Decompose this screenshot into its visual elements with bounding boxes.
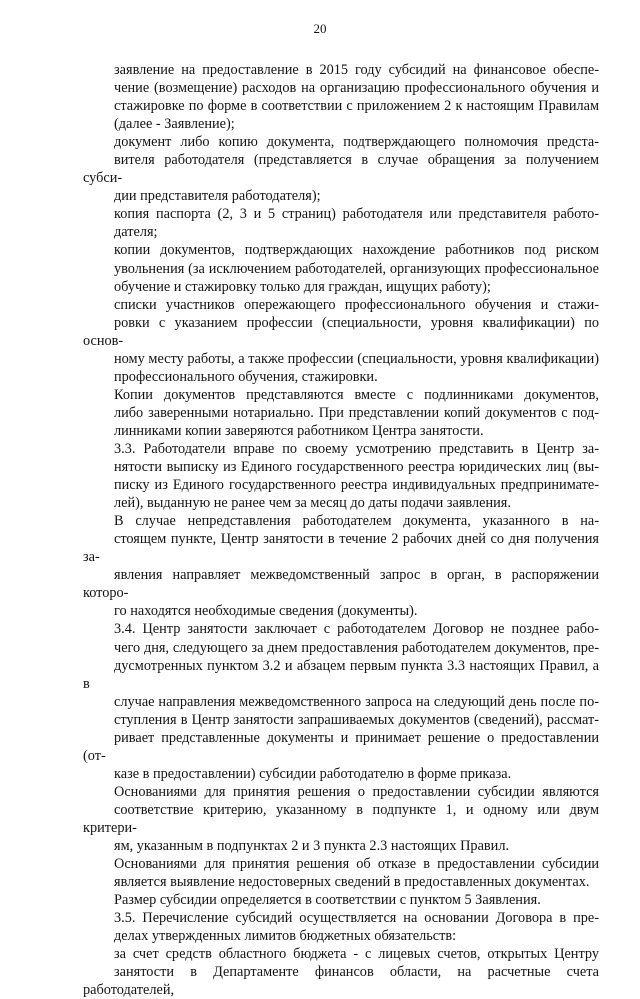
- text-line: является выявление недостоверных сведений в предоставленных документах.: [114, 874, 590, 891]
- text-line: В случае непредставления работодателем документа, указанного в на-: [114, 513, 599, 530]
- paragraph-application: [83, 61, 599, 133]
- text-line: делах утвержденных лимитов бюджетных обязательств:: [114, 928, 457, 945]
- text-line: Размер субсидии определяется в соответствии с пунктом 5 Заявления.: [114, 892, 541, 909]
- text-line: дусмотренных пунктом 3.2 и абзацем первым пункта 3.3 настоящих Правил, а в: [83, 657, 599, 692]
- text-line: случае направления межведомственного запроса на следующий день после по-: [114, 693, 599, 710]
- text-line: ступления в Центр занятости запрашиваемых документов (сведений), рассмат-: [114, 711, 599, 728]
- text-line: чего дня, следующего за днем предоставления работодателем документов, пре-: [114, 639, 599, 656]
- text-line: ному месту работы, а также профессии (специальности, уровня квалификации): [114, 350, 599, 367]
- text-line: за счет средств областного бюджета - с лицевых счетов, открытых Центру: [114, 946, 599, 963]
- page-number: 20: [313, 21, 327, 36]
- text-line: копии документов, подтверждающих нахождение работников под риском: [114, 242, 599, 259]
- text-line: стоящем пункте, Центр занятости в течение 2 рабочих дней со дня получения за-: [83, 531, 599, 566]
- paragraph-interagency-request: [83, 512, 599, 620]
- paragraph-participants-lists: [83, 296, 599, 386]
- paragraph-passport-copy: [83, 205, 599, 241]
- text-line: увольнения (за исключением работодателей, организующих профессиональное: [114, 260, 599, 277]
- text-line: либо заверенными нотариально. При представлении копий документов с под-: [114, 404, 599, 421]
- paragraph-section-3-3: [83, 440, 599, 512]
- paragraph-section-3-4: [83, 620, 599, 782]
- paragraph-subsidy-amount: [83, 891, 599, 909]
- text-line: копия паспорта (2, 3 и 5 страниц) работодателя или представителя работо-: [114, 206, 599, 223]
- text-line: нятости выписку из Единого государственного реестра юридических лиц (вы-: [114, 459, 599, 476]
- text-line: казе в предоставлении) субсидии работодателю в форме приказа.: [114, 765, 512, 782]
- text-line: лей), выданную не ранее чем за месяц до даты подачи заявления.: [114, 495, 511, 512]
- text-line: го находятся необходимые сведения (документы).: [114, 603, 418, 620]
- text-line: писку из Единого государственного реестра индивидуальных предпринимате-: [114, 477, 599, 494]
- text-line: дии представителя работодателя);: [114, 188, 321, 205]
- text-line: вителя работодателя (представляется в случае обращения за получением субси-: [83, 152, 599, 187]
- text-line: ровки с указанием профессии (специальности, уровня квалификации) по основ-: [83, 314, 599, 349]
- text-line: 3.5. Перечисление субсидий осуществляется на основании Договора в пре-: [114, 910, 599, 927]
- text-line: ривает представленные документы и принимает решение о предоставлении (от-: [83, 729, 599, 764]
- paragraph-copies-certification: [83, 386, 599, 440]
- text-line: заявление на предоставление в 2015 году субсидий на финансовое обеспе-: [114, 62, 599, 78]
- paragraph-regional-budget: [83, 945, 599, 999]
- text-line: 3.4. Центр занятости заключает с работодателем Договор не позднее рабо-: [114, 621, 599, 638]
- text-line: дателя;: [114, 224, 158, 241]
- paragraph-authority-document: [83, 133, 599, 205]
- text-line: профессионального обучения, стажировки.: [114, 368, 378, 385]
- text-line: занятости в Департаменте финансов области, на расчетные счета работодателей,: [83, 964, 599, 999]
- text-line: ям, указанным в подпунктах 2 и 3 пункта 2.3 настоящих Правил.: [114, 838, 510, 855]
- text-line: обучение и стажировку только для граждан, ищущих работу);: [114, 278, 491, 295]
- text-line: Основаниями для принятия решения о предоставлении субсидии являются: [114, 783, 599, 800]
- document-body: [83, 61, 599, 999]
- text-line: стажировке по форме в соответствии с приложением 2 к настоящим Правилам: [114, 98, 599, 115]
- text-line: (далее - Заявление);: [114, 116, 235, 133]
- text-line: Копии документов представляются вместе с подлинниками документов,: [114, 386, 599, 403]
- text-line: Основаниями для принятия решения об отказе в предоставлении субсидии: [114, 856, 599, 873]
- text-line: документ либо копию документа, подтверждающего полномочия предста-: [114, 134, 599, 151]
- paragraph-section-3-5: [83, 909, 599, 945]
- paragraph-refusal-grounds: [83, 855, 599, 891]
- text-line: линниками копии заверяются работником Центра занятости.: [114, 422, 484, 439]
- text-line: соответствие критерию, указанному в подпункте 1, и одному или двум критери-: [83, 801, 599, 836]
- text-line: явления направляет межведомственный запрос в орган, в распоряжении которо-: [83, 567, 599, 602]
- text-line: чение (возмещение) расходов на организацию профессионального обучения и: [114, 80, 599, 97]
- text-line: списки участников опережающего профессионального обучения и стажи-: [114, 296, 599, 313]
- paragraph-grant-grounds: [83, 783, 599, 855]
- text-line: 3.3. Работодатели вправе по своему усмотрению представить в Центр за-: [114, 440, 599, 457]
- paragraph-dismissal-risk-documents: [83, 241, 599, 295]
